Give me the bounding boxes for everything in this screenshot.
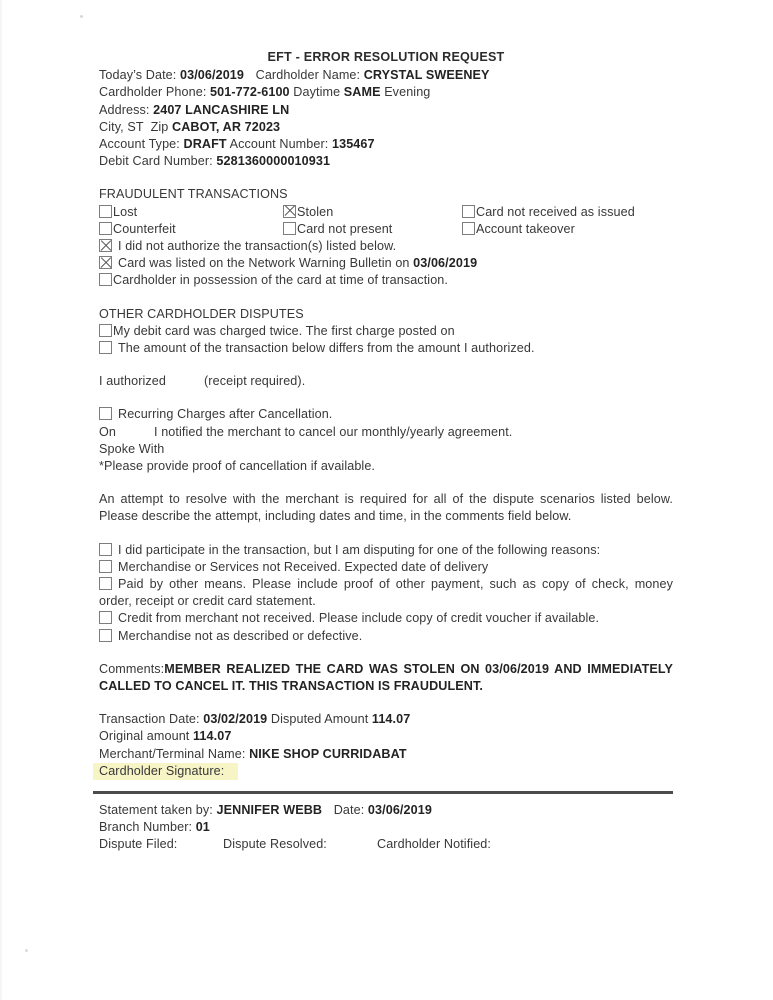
cardholder-name-label: Cardholder Name: (255, 68, 361, 83)
fraud-section-heading: FRAUDULENT TRANSACTIONS (99, 187, 288, 202)
account-number-label: Account Number: (229, 137, 329, 152)
comments-text: MEMBER REALIZED THE CARD WAS STOLEN ON 03/06/2019 AND IMMEDIATELY CALLED TO CANCEL IT. THIS TRANSACTION IS FRAUDULENT. (99, 661, 673, 694)
todays-date-line (99, 67, 673, 84)
phone-value: 501-772-6100 (210, 85, 290, 100)
attempt-paragraph: An attempt to resolve with the merchant is required for all of the dispute scenarios listed below. Please describe the attempt, including dates and time, in the comments field below. (99, 492, 673, 524)
debit-card-line (99, 153, 673, 170)
fraud-line-possession (99, 272, 673, 289)
notified-merchant-text: I notified the merchant to cancel our monthly/yearly agreement. (154, 424, 513, 439)
debit-card-label: Debit Card Number: (99, 154, 213, 169)
original-amount-line (99, 728, 673, 745)
paid-other-means-label: Paid by other means. Please include proof of other payment, such as copy of check, money order, receipt or credit card statement. (99, 577, 673, 609)
scan-artifact (25, 949, 28, 952)
dispute-resolved-label: Dispute Resolved: (223, 837, 327, 852)
transaction-date-value: 03/02/2019 (203, 712, 268, 727)
merchant-name-line (99, 746, 673, 763)
comments-label: Comments: (99, 661, 165, 676)
authorized-suffix: (receipt required). (204, 374, 306, 389)
fraud-option-account-takeover (462, 221, 673, 238)
fraud-option-card-not-present (283, 221, 462, 238)
checkbox-credit-not-received[interactable] (99, 611, 112, 624)
merchandise-not-received-line (99, 559, 673, 576)
city-value: CABOT, AR 72023 (172, 119, 281, 134)
fraud-checkbox-grid (99, 204, 673, 238)
authorized-line (99, 373, 673, 390)
statement-taken-label: Statement taken by: (99, 802, 213, 817)
fraud-line-not-authorized (99, 238, 673, 255)
account-type-value: DRAFT (183, 137, 227, 152)
other-section-heading: OTHER CARDHOLDER DISPUTES (99, 306, 304, 321)
recurring-label: Recurring Charges after Cancellation. (118, 407, 333, 422)
checkbox-charged-twice[interactable] (99, 324, 112, 337)
dispute-status-row (99, 836, 673, 853)
merchandise-not-received-label: Merchandise or Services not Received. Expected date of delivery (118, 559, 489, 574)
cardholder-name-value: CRYSTAL SWEENEY (363, 68, 490, 83)
merchandise-defective-line (99, 628, 673, 645)
disputed-amount-label: Disputed Amount (270, 712, 369, 727)
scan-edge-shadow (0, 0, 2, 1000)
debit-card-value: 5281360000010931 (216, 154, 331, 169)
dispute-amount-differs (99, 340, 673, 357)
on-label: On (99, 424, 116, 439)
phone-label: Cardholder Phone: (99, 85, 207, 100)
fraud-option-card-not-received (462, 204, 673, 221)
account-number-value: 135467 (331, 137, 375, 152)
disputed-amount-value: 114.07 (371, 712, 411, 727)
dispute-filed-label: Dispute Filed: (99, 837, 178, 852)
eft-error-resolution-form (99, 49, 673, 853)
page-title: EFT - ERROR RESOLUTION REQUEST (267, 50, 505, 64)
cardholder-notified-label: Cardholder Notified: (377, 837, 492, 852)
statement-date-label: Date: (333, 802, 365, 817)
checkbox-recurring[interactable] (99, 407, 112, 420)
address-label: Address: (99, 102, 150, 117)
checkbox-card-not-present[interactable] (283, 222, 296, 235)
branch-number-value: 01 (195, 819, 210, 834)
evening-label: Evening (384, 85, 431, 100)
did-participate-label: I did participate in the transaction, but I am disputing for one of the following reasons: (118, 542, 601, 557)
signature-divider-rule (93, 791, 673, 794)
checkbox-stolen[interactable] (283, 205, 296, 218)
fraud-option-lost (99, 204, 283, 221)
daytime-label: Daytime (293, 85, 341, 100)
charged-twice-label: My debit card was charged twice. The first charge posted on (113, 323, 455, 338)
fraud-line-warning-bulletin (99, 255, 673, 272)
checkbox-card-not-present-label: Card not present (297, 221, 393, 236)
branch-number-label: Branch Number: (99, 819, 193, 834)
cardholder-signature-line (99, 763, 673, 780)
city-state-zip-line (99, 119, 673, 136)
checkbox-card-not-received-label: Card not received as issued (476, 204, 635, 219)
spoke-with-line: Spoke With (99, 441, 165, 456)
account-type-label: Account Type: (99, 137, 180, 152)
todays-date-value: 03/06/2019 (179, 68, 245, 83)
participate-line (99, 542, 673, 559)
warning-bulletin-date: 03/06/2019 (413, 256, 478, 271)
branch-number-line (99, 819, 673, 836)
fraud-option-stolen (283, 204, 462, 221)
original-amount-value: 114.07 (193, 729, 232, 744)
merchandise-defective-label: Merchandise not as described or defective. (118, 628, 363, 643)
possession-label: Cardholder in possession of the card at time of transaction. (113, 273, 449, 288)
checkbox-paid-other-means[interactable] (99, 577, 112, 590)
dispute-charged-twice (99, 323, 673, 340)
checkbox-account-takeover[interactable] (462, 222, 475, 235)
checkbox-did-participate[interactable] (99, 543, 112, 556)
warning-bulletin-label: Card was listed on the Network Warning Bulletin on (118, 256, 410, 271)
daytime-value: SAME (343, 85, 381, 100)
account-line (99, 136, 673, 153)
notified-merchant-line (99, 424, 673, 441)
checkbox-counterfeit-label: Counterfeit (113, 221, 176, 236)
not-authorized-label: I did not authorize the transaction(s) listed below. (118, 239, 397, 253)
merchant-name-value: NIKE SHOP CURRIDABAT (249, 746, 407, 761)
scan-artifact (80, 15, 83, 18)
comments-paragraph (99, 661, 673, 695)
transaction-date-label: Transaction Date: (99, 712, 200, 727)
checkbox-amount-differs[interactable] (99, 341, 112, 354)
merchant-name-label: Merchant/Terminal Name: (99, 746, 246, 761)
checkbox-counterfeit[interactable] (99, 222, 112, 235)
checkbox-lost-label: Lost (113, 204, 138, 219)
statement-date-value: 03/06/2019 (367, 802, 432, 817)
recurring-line (99, 406, 673, 423)
fraud-option-counterfeit (99, 221, 283, 238)
cardholder-signature-label[interactable]: Cardholder Signature: (93, 763, 238, 780)
authorized-prefix: I authorized (99, 374, 167, 389)
checkbox-account-takeover-label: Account takeover (476, 221, 575, 236)
cancellation-note-line: *Please provide proof of cancellation if available. (99, 459, 376, 474)
transaction-date-line (99, 711, 673, 728)
statement-taken-value: JENNIFER WEBB (216, 802, 323, 817)
paid-other-means-line (99, 576, 673, 610)
credit-not-received-label: Credit from merchant not received. Please include copy of credit voucher if available. (118, 611, 600, 626)
checkbox-merchandise-defective[interactable] (99, 629, 112, 642)
todays-date-label: Today’s Date: (99, 68, 177, 83)
checkbox-stolen-label: Stolen (297, 204, 334, 219)
address-line (99, 102, 673, 119)
statement-taken-line (99, 802, 673, 819)
original-amount-label: Original amount (99, 729, 190, 744)
address-value: 2407 LANCASHIRE LN (153, 102, 290, 117)
checkbox-not-authorized[interactable] (99, 239, 112, 252)
checkbox-warning-bulletin[interactable] (99, 256, 112, 269)
credit-not-received-line (99, 610, 673, 627)
city-label: City, ST Zip (99, 119, 169, 134)
checkbox-card-not-received[interactable] (462, 205, 475, 218)
checkbox-merchandise-not-received[interactable] (99, 560, 112, 573)
cardholder-phone-line (99, 84, 673, 101)
office-use-block (99, 802, 673, 854)
checkbox-possession[interactable] (99, 273, 112, 286)
amount-differs-label: The amount of the transaction below differs from the amount I authorized. (118, 341, 535, 356)
checkbox-lost[interactable] (99, 205, 112, 218)
